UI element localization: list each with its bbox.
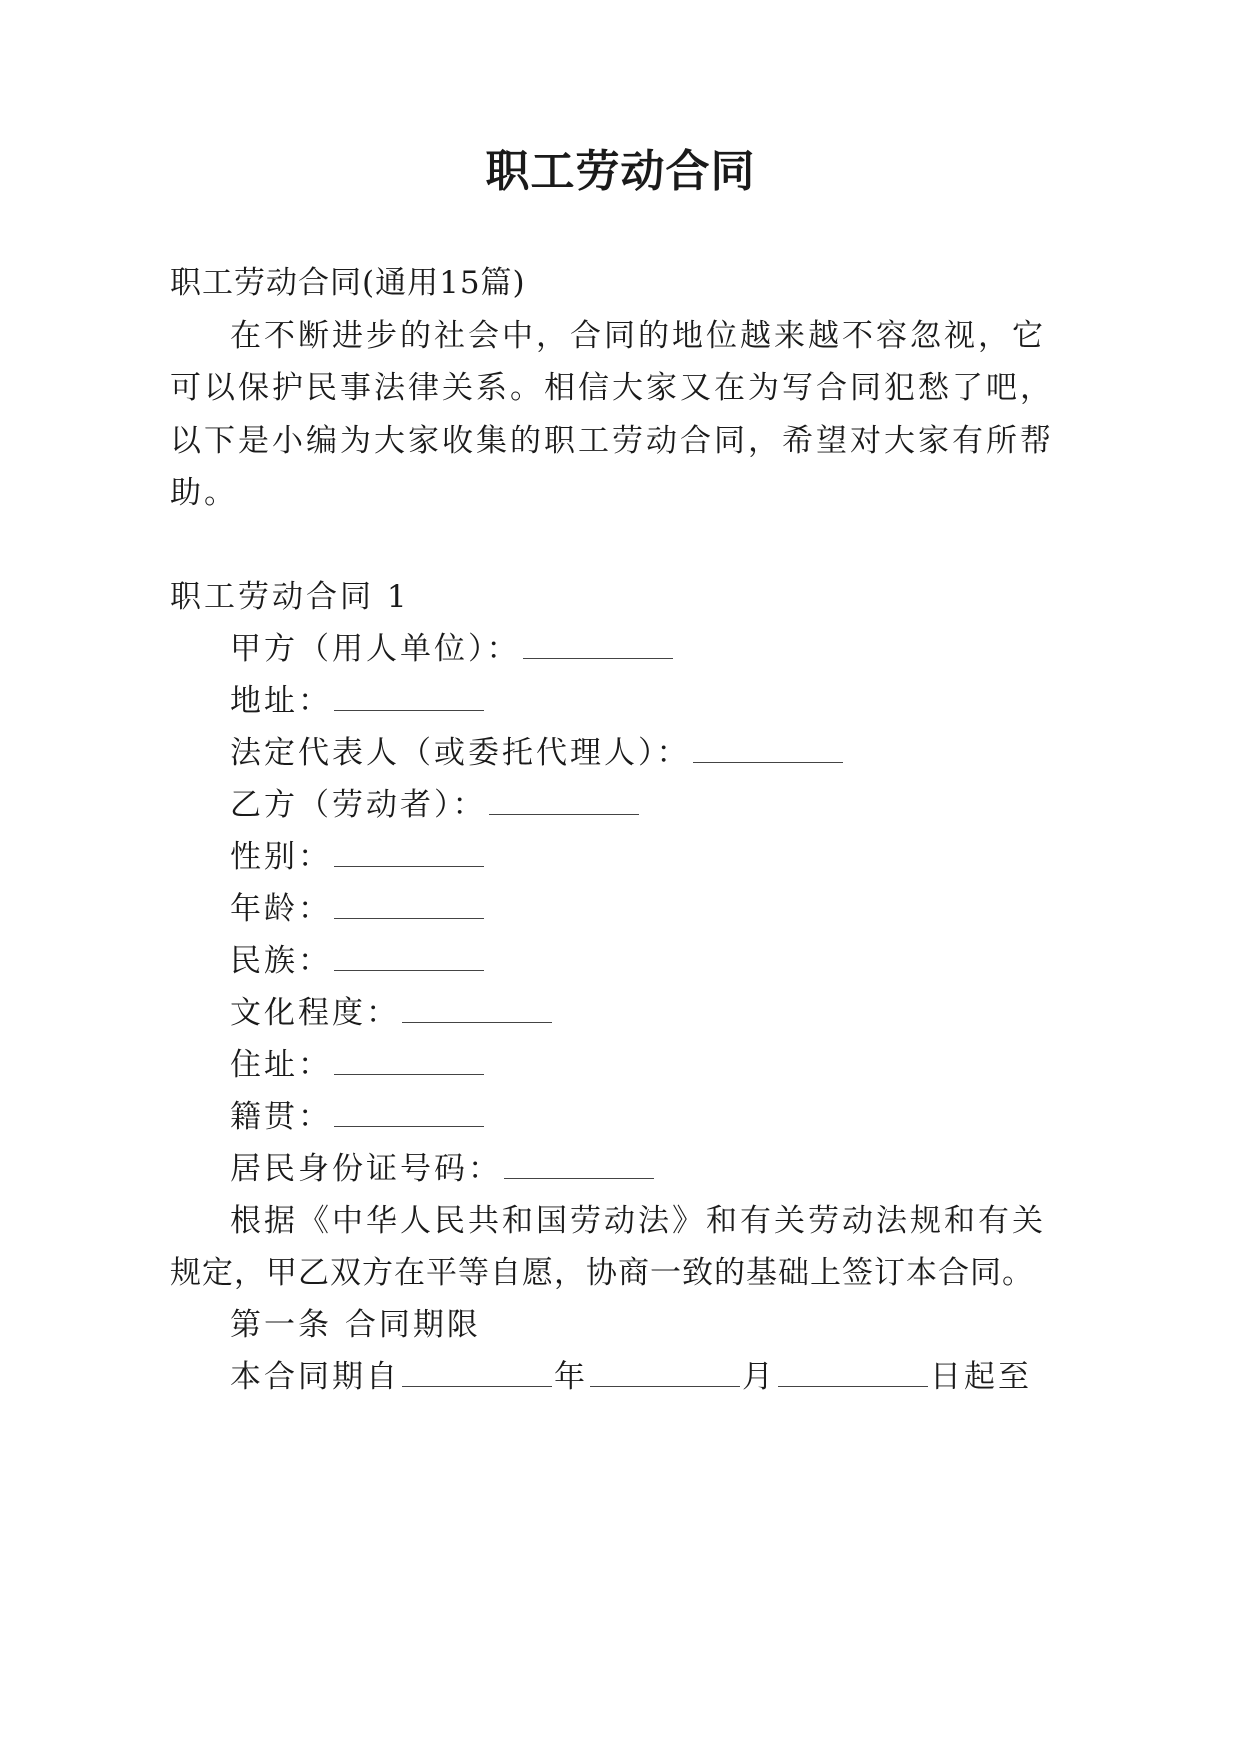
document-title: 职工劳动合同 [485, 146, 756, 197]
field-gender [230, 839, 486, 875]
field-age [230, 891, 486, 927]
blank-line [590, 1364, 740, 1387]
article-1-term [230, 1359, 1032, 1395]
field-ethnicity [230, 943, 486, 979]
field-residence [230, 1047, 486, 1083]
blank-line [504, 1156, 654, 1179]
basis-line-2: 规定，甲乙双方在平等自愿，协商一致的基础上签订本合同。 [170, 1255, 1034, 1291]
field-label: 民族： [230, 943, 332, 979]
field-label: 年龄： [230, 891, 332, 927]
section-heading: 职工劳动合同 1 [170, 579, 410, 615]
field-native-place [230, 1099, 486, 1135]
field-party-a [230, 631, 675, 667]
intro-line-1: 在不断进步的社会中，合同的地位越来越不容忽视，它 [230, 318, 1046, 354]
term-prefix: 本合同期自 [230, 1359, 400, 1395]
blank-line [334, 688, 484, 711]
blank-line [334, 896, 484, 919]
blank-line [334, 1104, 484, 1127]
intro-line-4: 助。 [170, 475, 238, 511]
blank-line [334, 1052, 484, 1075]
blank-line [489, 792, 639, 815]
term-month: 月 [742, 1359, 776, 1395]
intro-line-2: 可以保护民事法律关系。相信大家又在为写合同犯愁了吧， [170, 370, 1054, 406]
field-id-number [230, 1151, 656, 1187]
blank-line [402, 1364, 552, 1387]
field-legal-rep [230, 735, 845, 771]
term-year: 年 [554, 1359, 588, 1395]
field-party-b [230, 787, 641, 823]
field-label: 文化程度： [230, 995, 400, 1031]
field-label: 法定代表人（或委托代理人）： [230, 735, 691, 771]
field-label: 乙方（劳动者）： [230, 787, 487, 823]
blank-line [778, 1364, 928, 1387]
blank-line [334, 948, 484, 971]
field-label: 地址： [230, 683, 332, 719]
basis-line-1: 根据《中华人民共和国劳动法》和有关劳动法规和有关 [230, 1203, 1046, 1239]
article-1-heading: 第一条 合同期限 [230, 1307, 481, 1343]
blank-line [523, 636, 673, 659]
field-label: 居民身份证号码： [230, 1151, 502, 1187]
field-label: 住址： [230, 1047, 332, 1083]
field-education [230, 995, 554, 1031]
field-label: 甲方（用人单位）： [230, 631, 521, 667]
field-address [230, 683, 486, 719]
blank-line [693, 740, 843, 763]
intro-line-3: 以下是小编为大家收集的职工劳动合同，希望对大家有所帮 [170, 423, 1054, 459]
blank-line [402, 1000, 552, 1023]
field-label: 籍贯： [230, 1099, 332, 1135]
document-subtitle: 职工劳动合同(通用15篇) [170, 265, 526, 301]
blank-line [334, 844, 484, 867]
field-label: 性别： [230, 839, 332, 875]
term-day-to: 日起至 [930, 1359, 1032, 1395]
